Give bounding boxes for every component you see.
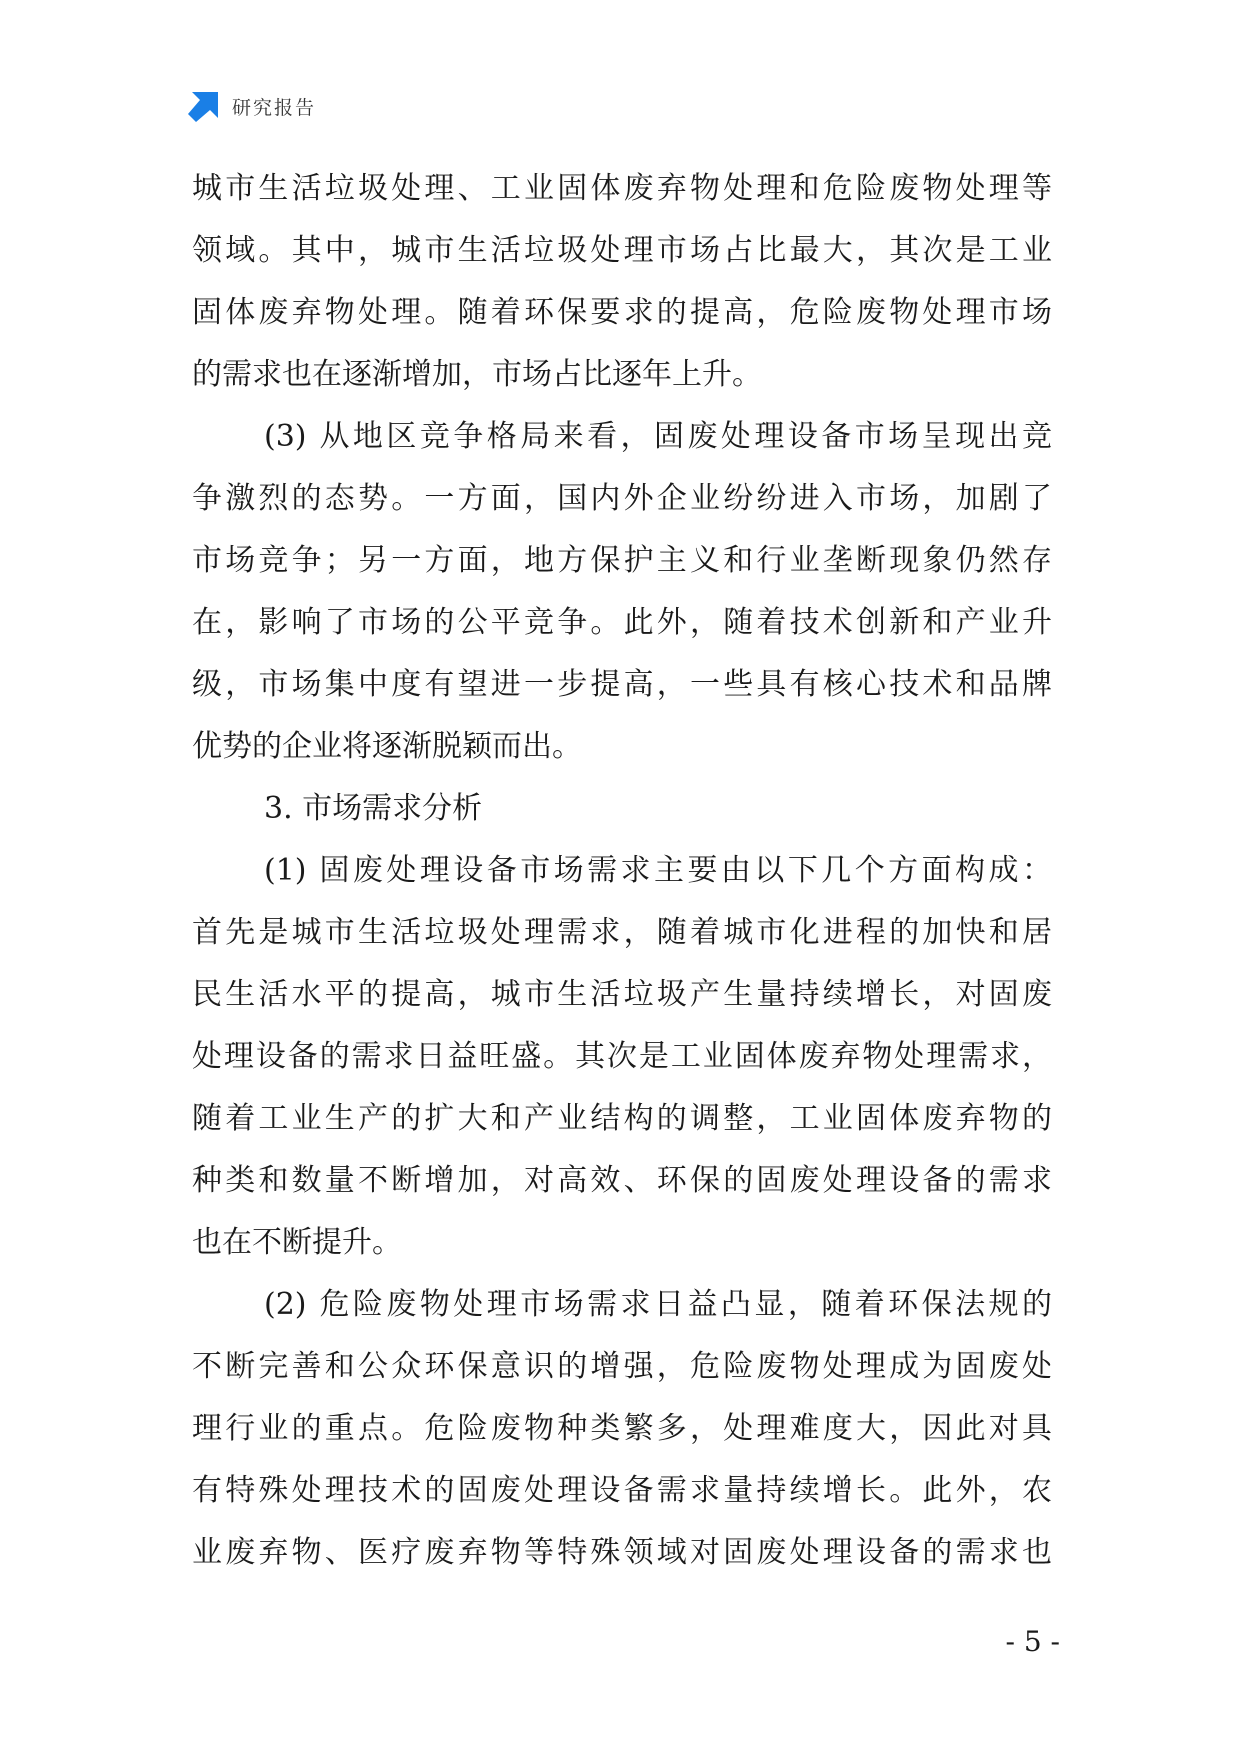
section-heading: 3. 市场需求分析 bbox=[264, 791, 483, 826]
paragraph-line: 理行业的重点。危险废物种类繁多，处理难度大，因此对具 bbox=[192, 1411, 1052, 1446]
paragraph-line: 种类和数量不断增加，对高效、环保的固废处理设备的需求 bbox=[192, 1163, 1052, 1198]
paragraph-line: 业废弃物、医疗废弃物等特殊领域对固废处理设备的需求也 bbox=[192, 1535, 1052, 1570]
paragraph-line: 领域。其中，城市生活垃圾处理市场占比最大，其次是工业 bbox=[192, 233, 1052, 268]
paragraph-line: 优势的企业将逐渐脱颖而出。 bbox=[192, 729, 582, 764]
paragraph-line: 固体废弃物处理。随着环保要求的提高，危险废物处理市场 bbox=[192, 295, 1052, 330]
paragraph-line: (1) 固废处理设备市场需求主要由以下几个方面构成： bbox=[264, 853, 1052, 888]
paragraph-line: 不断完善和公众环保意识的增强，危险废物处理成为固废处 bbox=[192, 1349, 1052, 1384]
report-header bbox=[188, 90, 316, 122]
paragraph-line: 有特殊处理技术的固废处理设备需求量持续增长。此外，农 bbox=[192, 1473, 1052, 1508]
arrow-logo-icon bbox=[188, 90, 220, 122]
paragraph-line: 争激烈的态势。一方面，国内外企业纷纷进入市场，加剧了 bbox=[192, 481, 1052, 516]
paragraph-line: (3) 从地区竞争格局来看，固废处理设备市场呈现出竞 bbox=[264, 419, 1052, 454]
paragraph-line: 随着工业生产的扩大和产业结构的调整，工业固体废弃物的 bbox=[192, 1101, 1052, 1136]
document-body bbox=[192, 158, 1052, 1584]
paragraph-line: 在，影响了市场的公平竞争。此外，随着技术创新和产业升 bbox=[192, 605, 1052, 640]
paragraph-line: 级，市场集中度有望进一步提高，一些具有核心技术和品牌 bbox=[192, 667, 1052, 702]
paragraph-line: 民生活水平的提高，城市生活垃圾产生量持续增长，对固废 bbox=[192, 977, 1052, 1012]
header-brand-text: 研究报告 bbox=[232, 96, 317, 119]
paragraph-line: 处理设备的需求日益旺盛。其次是工业固体废弃物处理需求， bbox=[192, 1039, 1052, 1074]
paragraph-line: 首先是城市生活垃圾处理需求，随着城市化进程的加快和居 bbox=[192, 915, 1052, 950]
paragraph-line: 市场竞争；另一方面，地方保护主义和行业垄断现象仍然存 bbox=[192, 543, 1052, 578]
paragraph-line: (2) 危险废物处理市场需求日益凸显，随着环保法规的 bbox=[264, 1287, 1052, 1322]
page-number: - 5 - bbox=[1005, 1625, 1060, 1658]
paragraph-line: 也在不断提升。 bbox=[192, 1225, 402, 1260]
paragraph-line: 城市生活垃圾处理、工业固体废弃物处理和危险废物处理等 bbox=[192, 171, 1052, 206]
paragraph-line: 的需求也在逐渐增加，市场占比逐年上升。 bbox=[192, 357, 762, 392]
